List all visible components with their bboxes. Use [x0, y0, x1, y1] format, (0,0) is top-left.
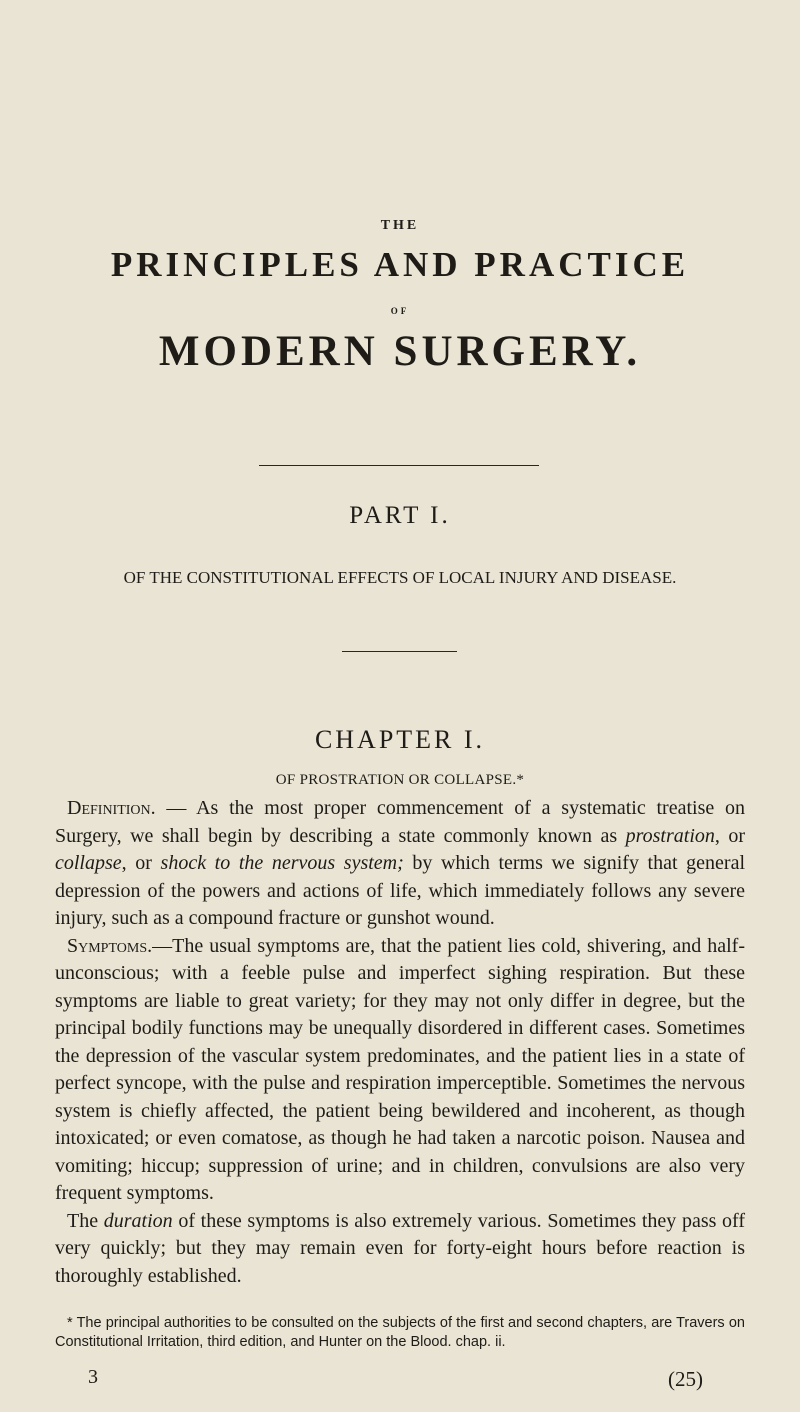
definition-heading: Definition. — [67, 797, 156, 819]
term-collapse: collapse — [55, 852, 122, 874]
body-text — [55, 795, 745, 1290]
paragraph-duration: The duration of these symptoms is also extremely various. Sometimes they pass off very quickly; but they may remain even for forty-eight hours before reaction is thoroughly established. — [55, 1209, 746, 1287]
part-heading: PART I. — [349, 502, 451, 529]
section-divider — [342, 651, 457, 652]
part-subject: OF THE CONSTITUTIONAL EFFECTS OF LOCAL INJURY AND DISEASE. — [123, 568, 677, 587]
term-shock: shock to the nervous system; — [160, 852, 404, 874]
book-title-line-1: PRINCIPLES AND PRACTICE — [110, 245, 690, 284]
chapter-title: OF PROSTRATION OR COLLAPSE.* — [275, 772, 525, 788]
signature-mark: 3 — [88, 1366, 98, 1388]
title-divider — [259, 465, 539, 466]
title-article: THE — [380, 218, 420, 233]
paragraph-definition: Definition. — As the most proper commencement of a systematic treatise on Surgery, we shall begin by describing a state commonly known as prostration, or collapse, or shock to the nervous system; by which terms we signify that general depression of the powers and actions of life, which immediately follows any severe injury, such as a compound fracture or gunshot wound. — [55, 797, 745, 929]
term-duration: duration — [103, 1209, 173, 1232]
paragraph-symptoms: Symptoms.—The usual symptoms are, that the patient lies cold, shivering, and half-unconscious; with a feeble pulse and imperfect sighing respiration. But these symptoms are liable to great variety; for they may not only differ in degree, but the principal bodily functions may be unequally disordered in different cases. Sometimes the depression of the vascular system predominates, and the patient lies in a state of perfect syncope, with the pulse and respiration imperceptible. Sometimes the nervous system is chiefly affected, the patient being bewildered and incoherent, as though intoxicated; or even comatose, as though he had taken a narcotic poison. Nausea and vomiting; hiccup; suppression of urine; and in children, convulsions are also very frequent symptoms. — [55, 934, 745, 1204]
footnote: * The principal authorities to be consulted on the subjects of the first and second chapters, are Travers on Constitutional Irritation, third edition, and Hunter on the Blood. chap. ii. — [55, 1315, 745, 1350]
chapter-heading: CHAPTER I. — [314, 725, 486, 754]
book-title-line-2: MODERN SURGERY. — [158, 328, 642, 375]
page-number: (25) — [668, 1367, 703, 1391]
title-of: OF — [390, 306, 410, 316]
symptoms-heading: Symptoms. — [67, 934, 153, 957]
term-prostration: prostration — [625, 824, 715, 847]
